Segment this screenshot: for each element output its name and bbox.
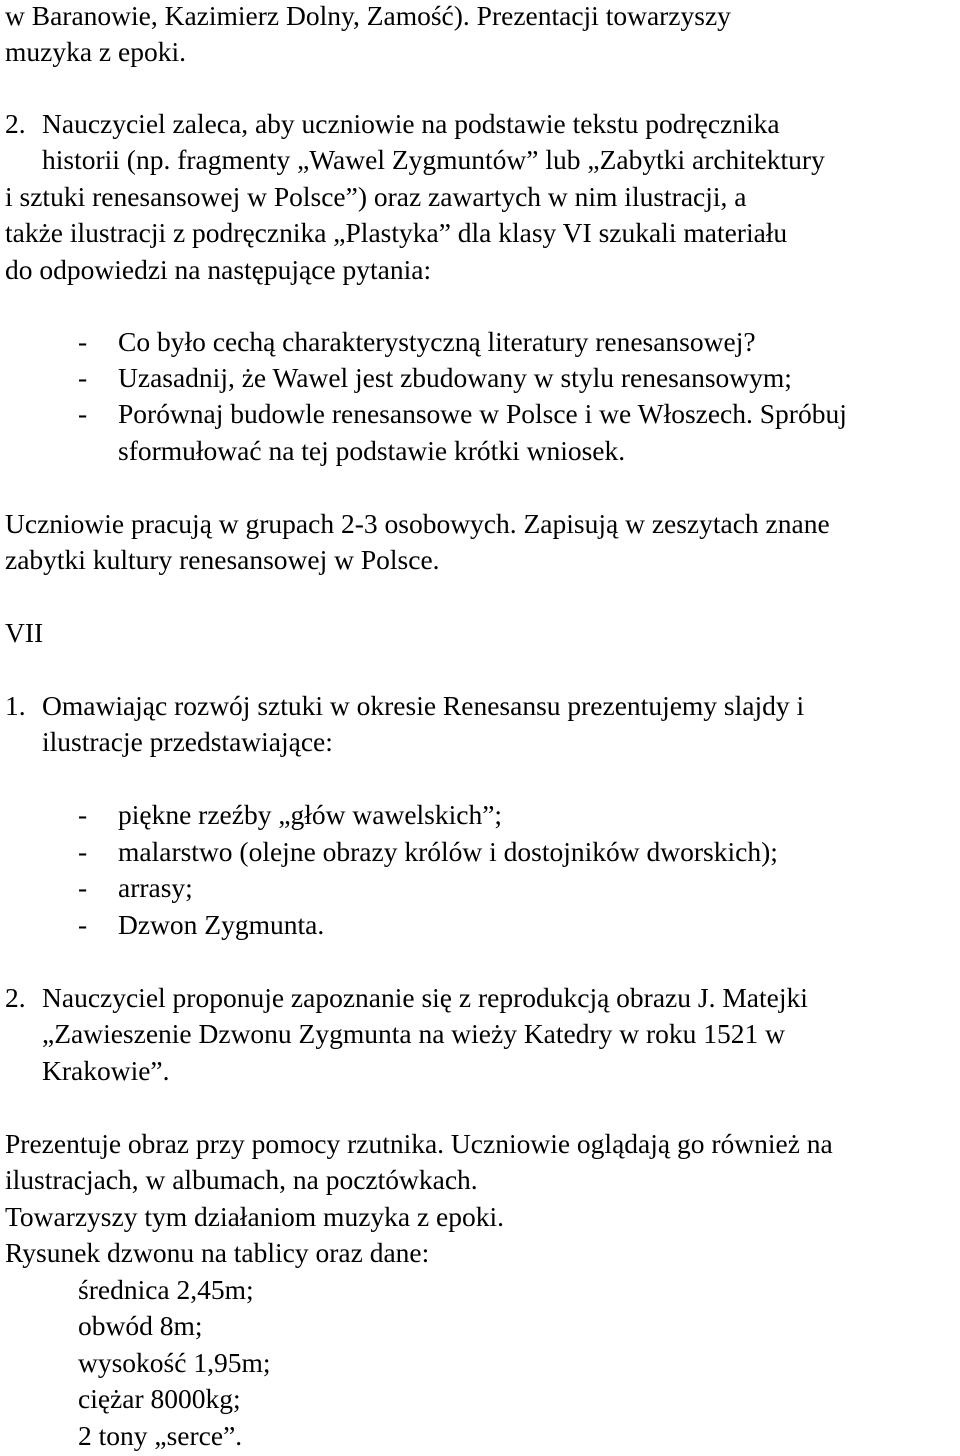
- list-dash: -: [78, 836, 88, 867]
- list-item: Uzasadnij, że Wawel jest zbudowany w stylu renesansowym;: [118, 362, 792, 393]
- list-dash: -: [78, 909, 88, 940]
- paragraph-line: zabytki kultury renesansowej w Polsce.: [5, 544, 440, 575]
- paragraph-line: ilustracjach, w albumach, na pocztówkach.: [5, 1164, 478, 1195]
- list-dash: -: [78, 398, 88, 429]
- paragraph-line: Prezentuje obraz przy pomocy rzutnika. Uczniowie oglądają go również na: [5, 1128, 833, 1159]
- list-item: Co było cechą charakterystyczną literatury renesansowej?: [118, 326, 756, 357]
- list-item-continuation: sformułować na tej podstawie krótki wniosek.: [118, 435, 626, 466]
- list-dash: -: [78, 799, 88, 830]
- paragraph-line: Krakowie”.: [42, 1055, 170, 1086]
- paragraph-line: Omawiając rozwój sztuki w okresie Renesansu prezentujemy slajdy i: [42, 690, 805, 721]
- paragraph-line: Uczniowie pracują w grupach 2-3 osobowych. Zapisują w zeszytach znane: [5, 508, 830, 539]
- list-item: piękne rzeźby „głów wawelskich”;: [118, 799, 503, 830]
- paragraph-line: do odpowiedzi na następujące pytania:: [5, 254, 432, 285]
- list-dash: -: [78, 362, 88, 393]
- bell-data-item: wysokość 1,95m;: [78, 1347, 271, 1378]
- bell-data-item: ciężar 8000kg;: [78, 1383, 241, 1414]
- bell-data-item: 2 tony „serce”.: [78, 1420, 243, 1451]
- paragraph-line: Nauczyciel zaleca, aby uczniowie na podstawie tekstu podręcznika: [42, 108, 780, 139]
- bell-data-item: średnica 2,45m;: [78, 1274, 254, 1305]
- list-item: arrasy;: [118, 872, 193, 903]
- list-item: Dzwon Zygmunta.: [118, 909, 325, 940]
- paragraph-line: Nauczyciel proponuje zapoznanie się z reprodukcją obrazu J. Matejki: [42, 982, 808, 1013]
- list-item: Porównaj budowle renesansowe w Polsce i we Włoszech. Spróbuj: [118, 398, 847, 429]
- paragraph-line: i sztuki renesansowej w Polsce”) oraz zawartych w nim ilustracji, a: [5, 181, 747, 212]
- list-number: 1.: [5, 690, 26, 721]
- paragraph-line: historii (np. fragmenty „Wawel Zygmuntów” lub „Zabytki architektury: [42, 144, 825, 175]
- paragraph-line: muzyka z epoki.: [5, 36, 186, 67]
- paragraph-line: także ilustracji z podręcznika „Plastyka” dla klasy VI szukali materiału: [5, 217, 788, 248]
- list-number: 2.: [5, 108, 26, 139]
- list-item: malarstwo (olejne obrazy królów i dostojników dworskich);: [118, 836, 778, 867]
- section-heading: VII: [5, 617, 44, 648]
- paragraph-line: Towarzyszy tym działaniom muzyka z epoki.: [5, 1201, 505, 1232]
- paragraph-line: ilustracje przedstawiające:: [42, 726, 333, 757]
- paragraph-line: „Zawieszenie Dzwonu Zygmunta na wieży Katedry w roku 1521 w: [42, 1018, 786, 1049]
- bell-data-item: obwód 8m;: [78, 1310, 203, 1341]
- paragraph-line: w Baranowie, Kazimierz Dolny, Zamość). Prezentacji towarzyszy: [5, 0, 731, 31]
- list-dash: -: [78, 326, 88, 357]
- list-number: 2.: [5, 982, 26, 1013]
- paragraph-line: Rysunek dzwonu na tablicy oraz dane:: [5, 1237, 430, 1268]
- list-dash: -: [78, 872, 88, 903]
